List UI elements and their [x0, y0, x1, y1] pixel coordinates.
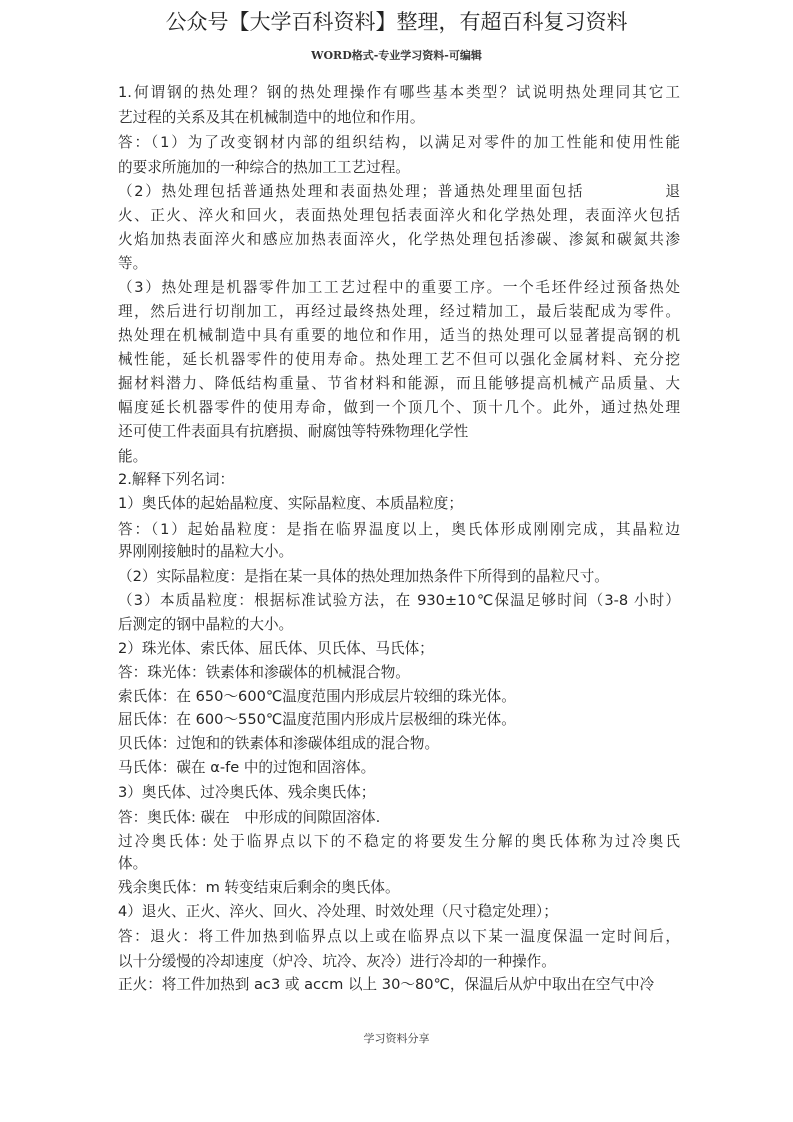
text-line: 火焰加热表面淬火和感应加热表面淬火，化学热处理包括渗碳、渗氮和碳氮共渗: [118, 231, 680, 248]
text-line: 答：珠光体：铁素体和渗碳体的机械混合物。: [118, 664, 410, 681]
text-line: 能。: [118, 448, 148, 465]
document-header-title: 公众号【大学百科资料】整理，有超百科复习资料: [165, 10, 628, 34]
text-line: 残余奥氏体：m 转变结束后剩余的奥氏体。: [118, 879, 400, 896]
text-line: 等。: [118, 255, 148, 272]
text-line: 幅度延长机器零件的使用寿命，做到一个顶几个、顶十几个。此外，通过热处理: [118, 399, 680, 416]
text-line: （2）实际晶粒度：是指在某一具体的热处理加热条件下所得到的晶粒尺寸。: [118, 568, 609, 585]
text-line: （3）热处理是机器零件加工工艺过程中的重要工序。一个毛坯件经过预备热处: [118, 279, 680, 296]
text-line: 3）奥氏体、过冷奥氏体、残余奥氏体；: [118, 784, 376, 801]
text-line: 艺过程的关系及其在机械制造中的地位和作用。: [118, 109, 425, 126]
text-line: 正火：将工件加热到 ac3 或 accm 以上 30～80℃，保温后从炉中取出在空气中冷: [118, 976, 655, 993]
text-line: 1.何谓钢的热处理？钢的热处理操作有哪些基本类型？试说明热处理同其它工: [118, 84, 680, 101]
text-line: 答：奥氏体: 碳在 中形成的间隙固溶体.: [118, 809, 381, 826]
text-line: 过冷奥氏体: 处于临界点以下的不稳定的将要发生分解的奥氏体称为过冷奥氏: [118, 833, 680, 850]
text-line: 答：（1）起始晶粒度：是指在临界温度以上，奥氏体形成刚刚完成，其晶粒边: [118, 521, 680, 538]
text-line: 2）珠光体、索氏体、屈氏体、贝氏体、马氏体；: [118, 640, 434, 657]
text-line: 以十分缓慢的冷却速度（炉冷、坑冷、灰冷）进行冷却的一种操作。: [118, 953, 556, 970]
page-footer: 学习资料分享: [363, 1032, 430, 1045]
text-line: 体。: [118, 855, 148, 872]
text-line: 答：（1）为了改变钢材内部的组织结构，以满足对零件的加工性能和使用性能: [118, 134, 680, 151]
text-line: 屈氏体：在 600～550℃温度范围内形成片层极细的珠光体。: [118, 711, 516, 728]
text-line: （2）热处理包括普通热处理和表面热处理；普通热处理里面包括 退: [118, 183, 680, 200]
text-line: 马氏体：碳在 α-fe 中的过饱和固溶体。: [118, 759, 376, 776]
text-line: 答：退火：将工件加热到临界点以上或在临界点以下某一温度保温一定时间后，: [118, 928, 680, 945]
text-line: 4）退火、正火、淬火、回火、冷处理、时效处理（尺寸稳定处理）；: [118, 903, 558, 920]
text-line: 2.解释下列名词：: [118, 471, 235, 488]
text-line: 还可使工件表面具有抗磨损、耐腐蚀等特殊物理化学性: [118, 423, 469, 440]
text-line: 的要求所施加的一种综合的热加工工艺过程。: [118, 159, 410, 176]
text-line: 火、正火、淬火和回火，表面热处理包括表面淬火和化学热处理，表面淬火包括: [118, 207, 680, 224]
text-line: 后测定的钢中晶粒的大小。: [118, 616, 294, 633]
text-line: 1）奥氏体的起始晶粒度、实际晶粒度、本质晶粒度；: [118, 495, 463, 512]
document-header-subtitle: WORD格式-专业学习资料-可编辑: [311, 49, 482, 62]
text-line: 界刚刚接触时的晶粒大小。: [118, 543, 294, 560]
text-line: 热处理在机械制造中具有重要的地位和作用，适当的热处理可以显著提高钢的机: [118, 327, 680, 344]
text-line: 理，然后进行切削加工，再经过最终热处理，经过精加工，最后装配成为零件。: [118, 303, 680, 320]
text-line: 械性能，延长机器零件的使用寿命。热处理工艺不但可以强化金属材料、充分挖: [118, 351, 680, 368]
text-line: （3）本质晶粒度：根据标准试验方法，在 930±10℃保温足够时间（3-8 小时）: [118, 592, 680, 609]
text-line: 贝氏体：过饱和的铁素体和渗碳体组成的混合物。: [118, 735, 440, 752]
text-line: 索氏体：在 650～600℃温度范围内形成层片较细的珠光体。: [118, 688, 516, 705]
text-line: 掘材料潜力、降低结构重量、节省材料和能源，而且能够提高机械产品质量、大: [118, 375, 680, 392]
